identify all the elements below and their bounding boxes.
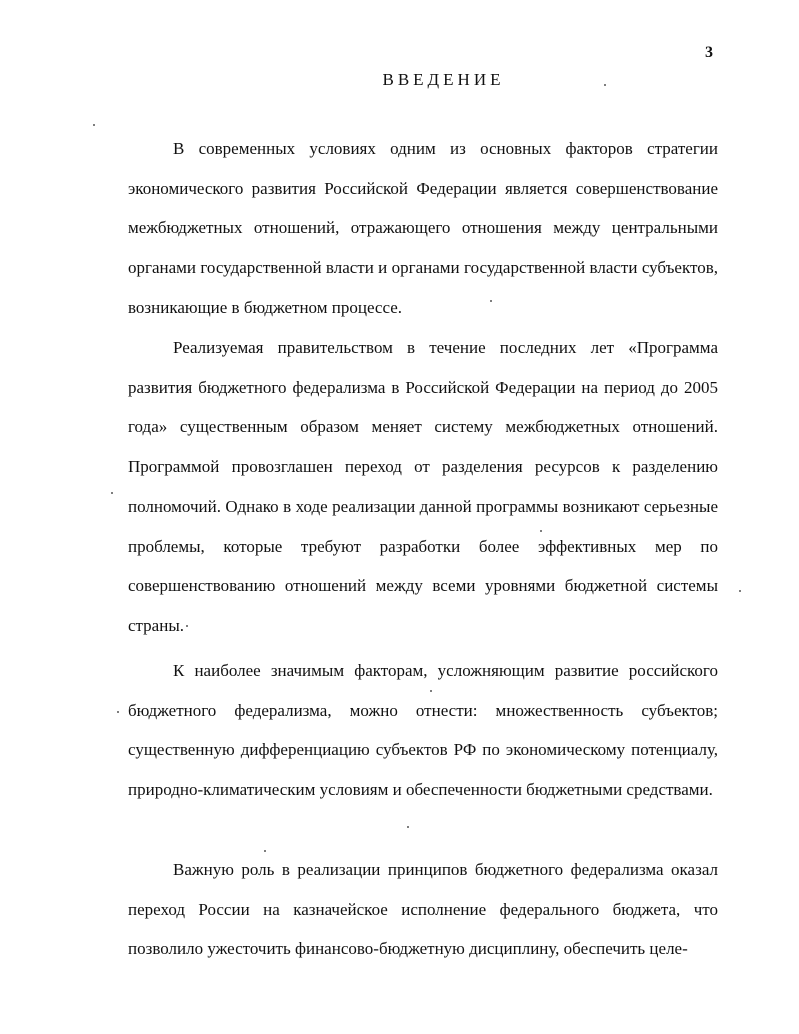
paragraph-1: В современных условиях одним из основных факторов стратегии экономического развития Российской Федерации является совершенствование межбюджетных отношений, отражающего отношения между центральными органами государственной власти и органами государственной власти субъектов, возникающие в бюджетном процессе. <box>128 139 718 317</box>
scan-speck <box>186 625 188 627</box>
scan-speck <box>604 84 606 86</box>
scan-speck <box>490 300 492 302</box>
scan-speck <box>407 826 409 828</box>
scan-speck <box>540 530 542 532</box>
paragraph-3: К наиболее значимым факторам, усложняющим развитие российского бюджетного федерализма, можно отнести: множественность субъектов; существенную дифференциацию субъектов РФ по экономическому потенциалу, природно-климатическим условиям и обеспеченности бюджетными средствами. <box>128 661 718 800</box>
scan-speck <box>739 590 741 592</box>
scan-speck <box>93 124 95 126</box>
paragraph-2: Реализуемая правительством в течение последних лет «Программа развития бюджетного федерализма в Российской Федерации на период до 2005 года» существенным образом меняет систему межбюджетных отношений. Программой провозглашен переход от разделения ресурсов к разделению полномочий. Однако в ходе реализации данной программы возникают серьезные проблемы, которые требуют разработки более эффективных мер по совершенствованию отношений между всеми уровнями бюджетной системы страны. <box>128 338 718 635</box>
scan-speck <box>111 492 113 494</box>
page-title: ВВЕДЕНИЕ <box>382 70 505 89</box>
scan-speck <box>117 711 119 713</box>
scan-speck <box>264 850 266 852</box>
paragraph-4: Важную роль в реализации принципов бюджетного федерализма оказал переход России на казначейское исполнение федерального бюджета, что позволило ужесточить финансово-бюджетную дисциплину, обеспечить целе- <box>128 860 718 959</box>
scan-speck <box>430 690 432 692</box>
page-number: 3 <box>705 44 713 61</box>
